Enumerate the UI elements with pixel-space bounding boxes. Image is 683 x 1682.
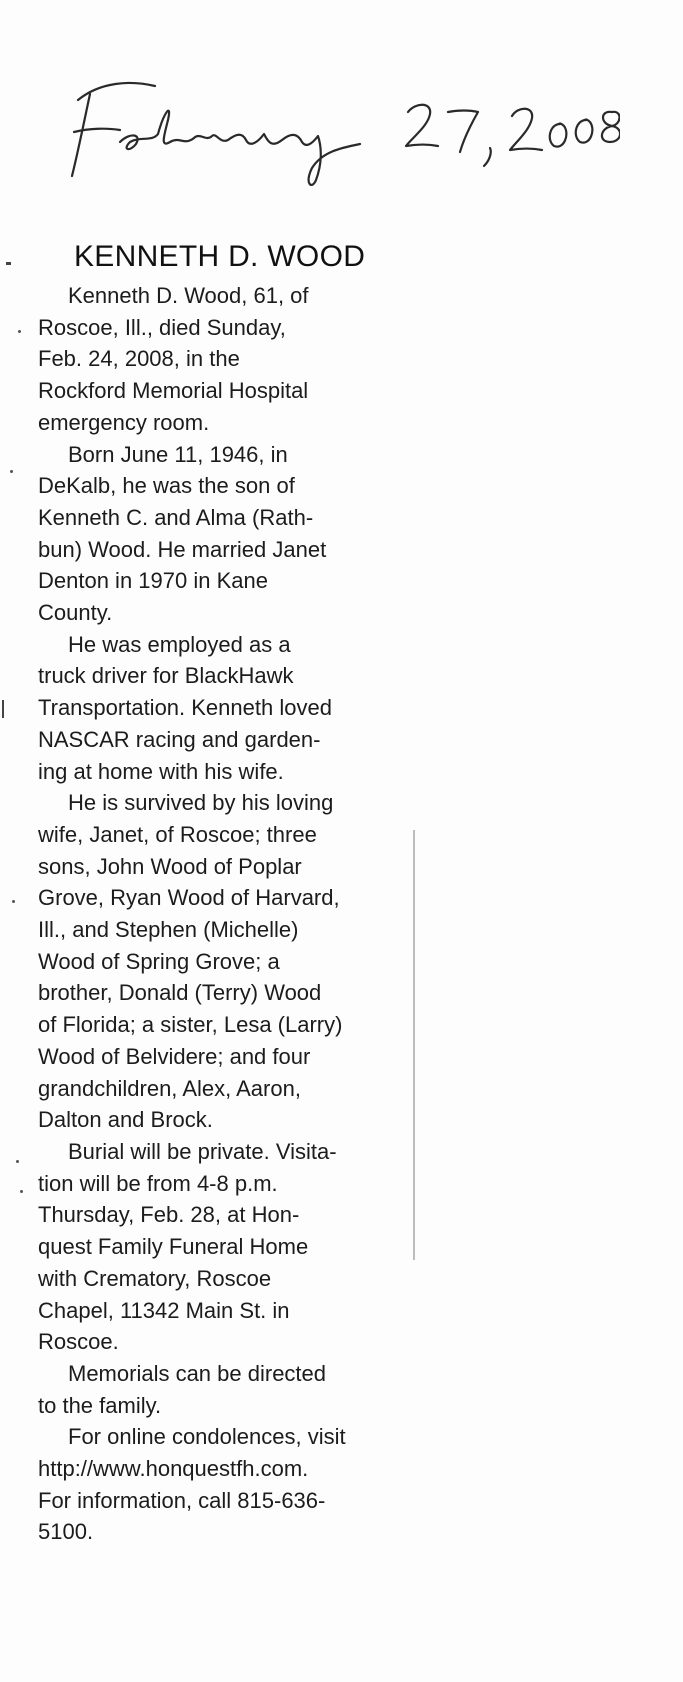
text-line: Roscoe, Ill., died Sunday,: [38, 314, 286, 340]
text-line: Feb. 24, 2008, in the: [38, 346, 240, 372]
paragraph-first-line: For online condolences, visit: [68, 1424, 346, 1450]
text-line: Dalton and Brock.: [38, 1107, 213, 1133]
text-line: 5100.: [38, 1519, 94, 1545]
text-line: NASCAR racing and garden-: [38, 726, 321, 752]
paragraph-first-line: Kenneth D. Wood, 61, of: [68, 283, 309, 308]
text-line: to the family.: [38, 1392, 162, 1418]
text-line: Kenneth C. and Alma (Rath-: [38, 504, 314, 530]
scan-speck: [6, 262, 11, 265]
text-line: Denton in 1970 in Kane: [38, 568, 268, 594]
text-line: wife, Janet, of Roscoe; three: [38, 821, 317, 847]
scan-speck: [16, 1160, 19, 1163]
text-line: emergency room.: [38, 409, 210, 435]
text-line: quest Family Funeral Home: [38, 1234, 309, 1260]
text-line: bun) Wood. He married Janet: [38, 536, 327, 562]
text-line: Thursday, Feb. 28, at Hon-: [38, 1202, 300, 1228]
obituary-body: [38, 280, 418, 1548]
text-line: Wood of Belvidere; and four: [38, 1043, 311, 1069]
scan-speck: [18, 330, 21, 333]
text-line: DeKalb, he was the son of: [38, 473, 295, 499]
text-line: grandchildren, Alex, Aaron,: [38, 1075, 301, 1101]
scan-speck: [12, 900, 15, 903]
text-line: of Florida; a sister, Lesa (Larry): [38, 1012, 343, 1038]
obituary-headline: KENNETH D. WOOD: [74, 240, 366, 273]
paragraph-first-line: He is survived by his loving: [68, 790, 334, 816]
text-line: brother, Donald (Terry) Wood: [38, 980, 322, 1006]
paragraph-first-line: He was employed as a: [68, 631, 291, 657]
text-line: ing at home with his wife.: [38, 758, 284, 784]
paragraph-first-line: Burial will be private. Visita-: [68, 1138, 337, 1164]
text-line: tion will be from 4-8 p.m.: [38, 1170, 278, 1196]
text-line: truck driver for BlackHawk: [38, 663, 294, 689]
scan-speck: [10, 470, 13, 473]
text-line: with Crematory, Roscoe: [38, 1265, 272, 1291]
text-line: County.: [38, 600, 113, 626]
handwritten-date-signature: [60, 72, 620, 192]
paragraph-first-line: Memorials can be directed: [68, 1360, 327, 1386]
text-line: http://www.honquestfh.com.: [38, 1456, 309, 1482]
scan-speck: [20, 1190, 23, 1193]
handwritten-date: [60, 72, 620, 192]
text-line: Grove, Ryan Wood of Harvard,: [38, 885, 340, 911]
text-line: Ill., and Stephen (Michelle): [38, 917, 299, 943]
obituary-article: [38, 240, 418, 1548]
text-line: Rockford Memorial Hospital: [38, 378, 309, 404]
text-line: Chapel, 11342 Main St. in: [38, 1297, 290, 1323]
text-line: Wood of Spring Grove; a: [38, 948, 280, 974]
text-line: Roscoe.: [38, 1329, 119, 1355]
text-line: sons, John Wood of Poplar: [38, 853, 302, 879]
text-line: For information, call 815-636-: [38, 1487, 326, 1513]
scan-speck: [2, 700, 4, 718]
paragraph-first-line: Born June 11, 1946, in: [68, 441, 288, 467]
text-line: Transportation. Kenneth loved: [38, 695, 332, 721]
